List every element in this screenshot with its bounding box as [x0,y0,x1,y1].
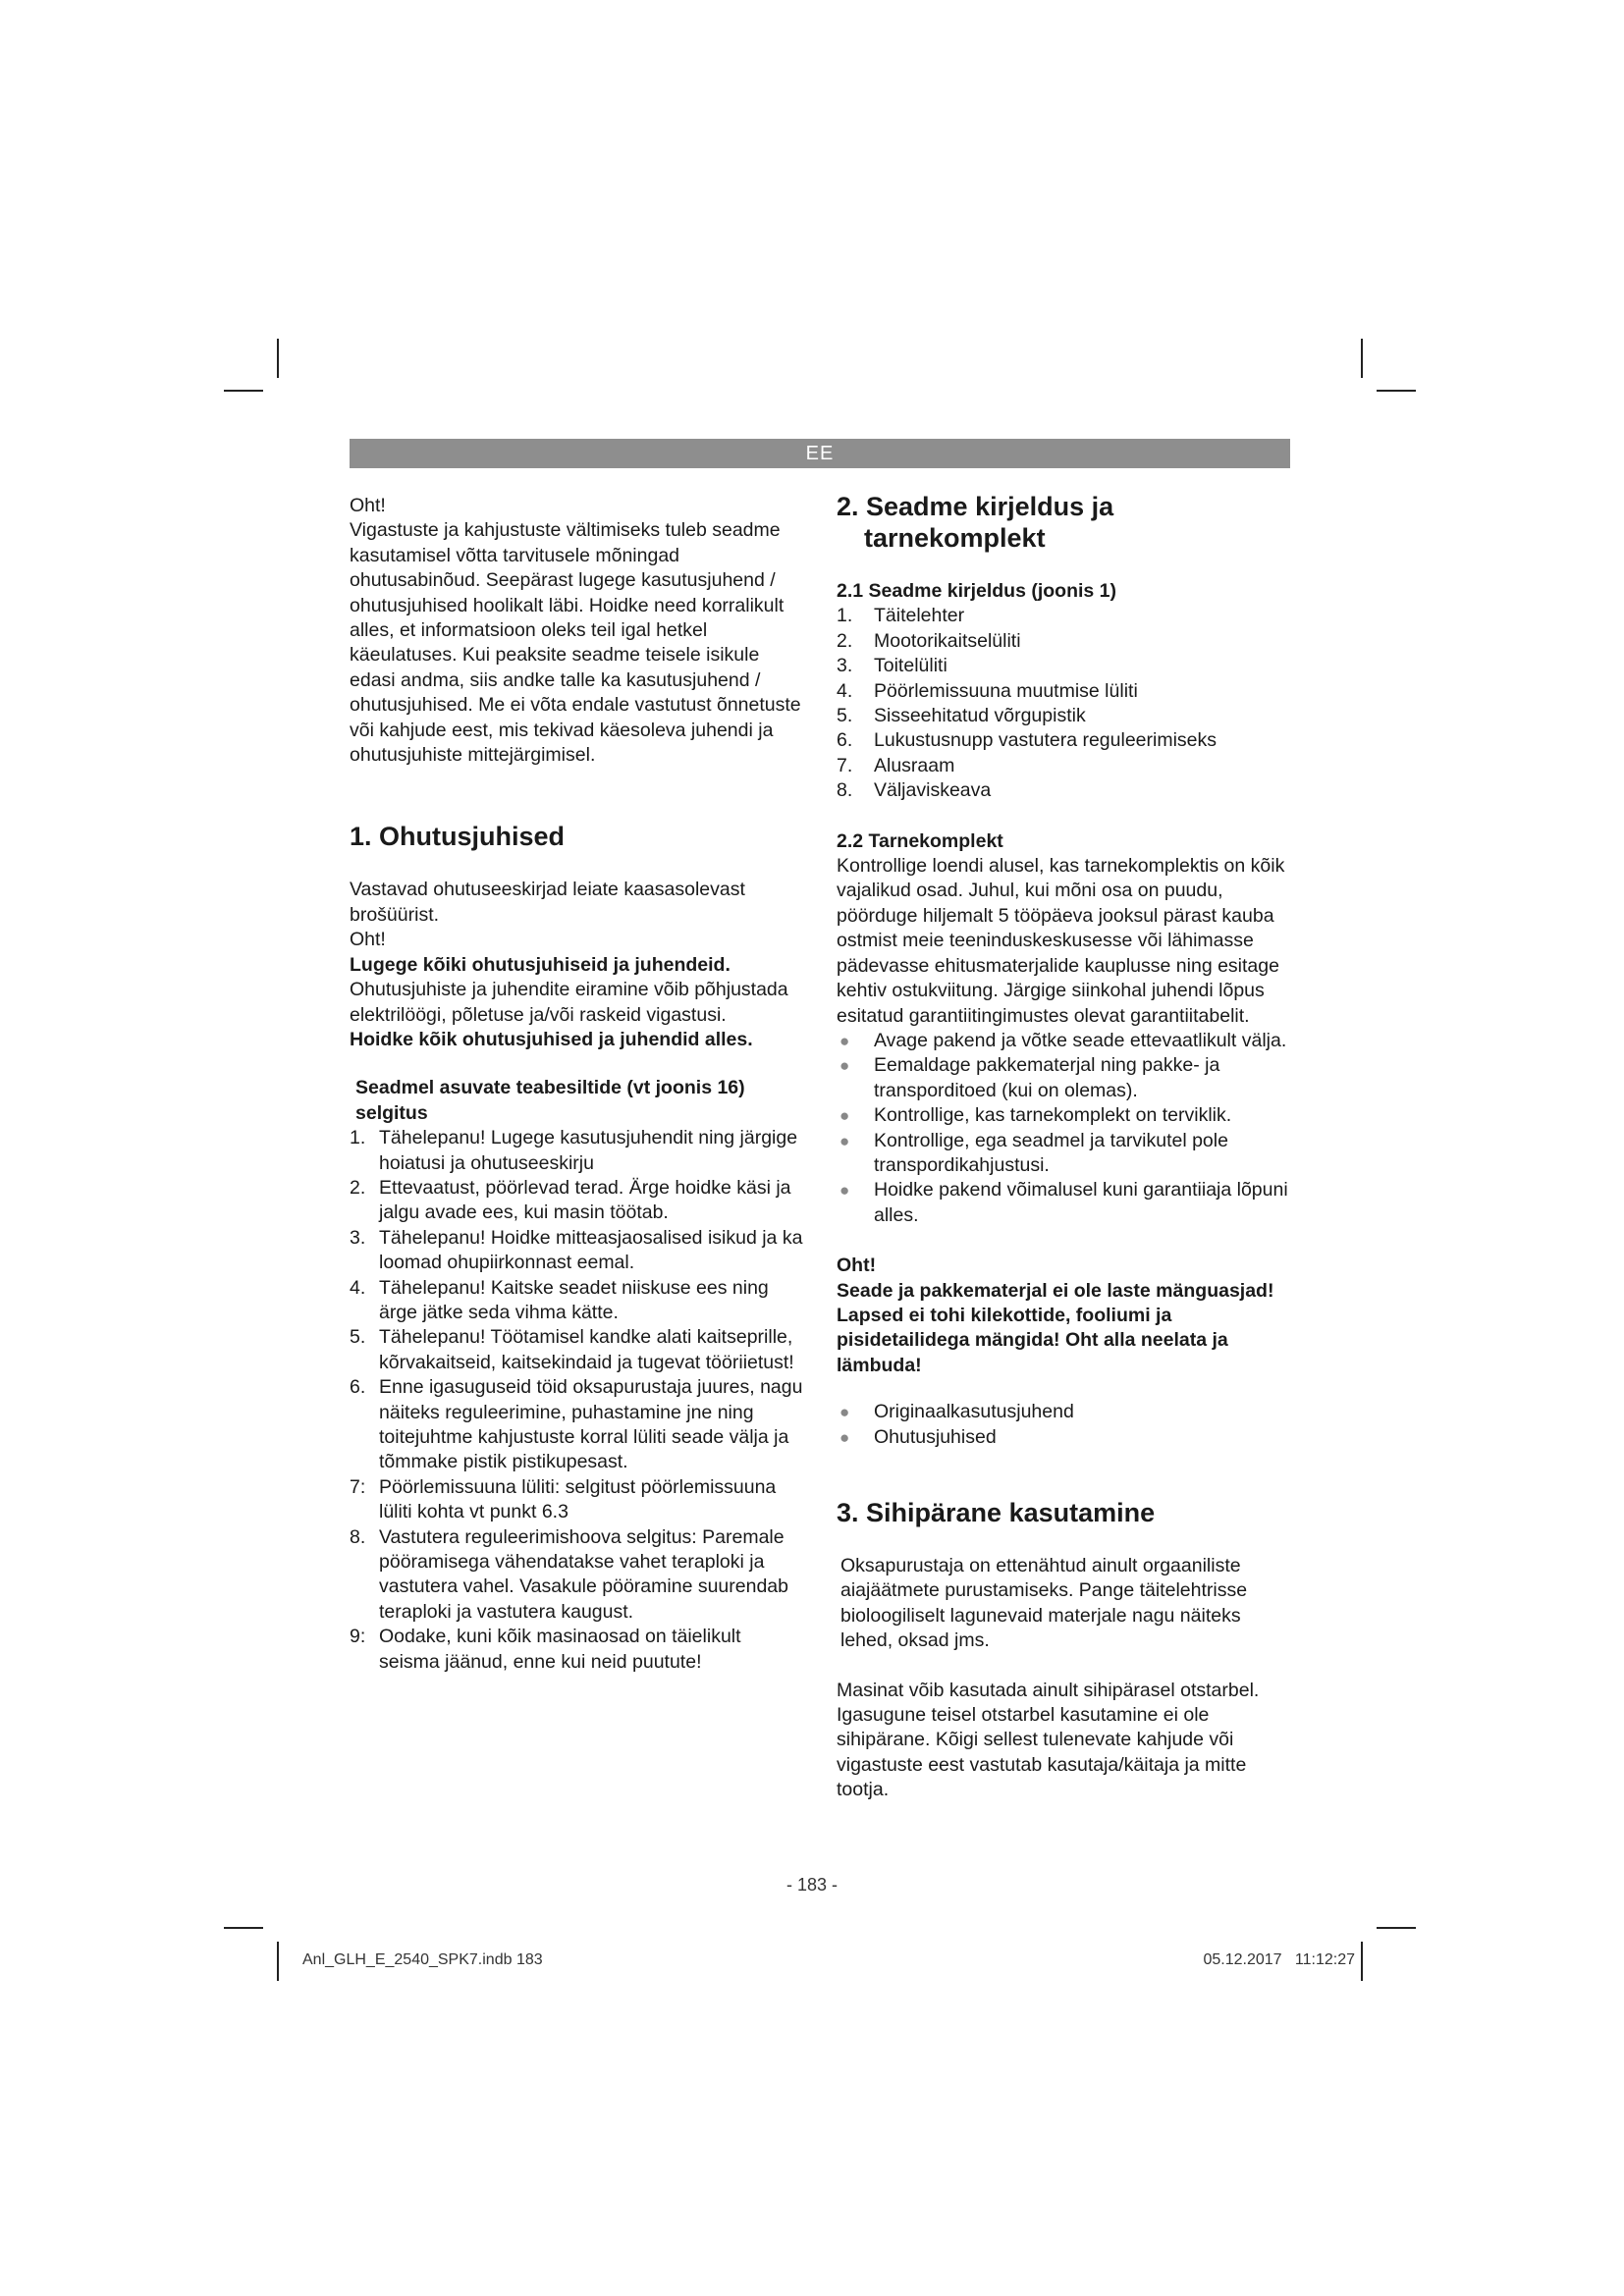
list-item: 6. Enne igasuguseid töid oksapurustaja juures, nagu näiteks reguleerimine, puhastamine jne ning toitejuhtme kahjustuste korral lüliti seade välja ja tõmmake pistik pistikupesast. [350,1376,803,1473]
list-item: ● Eemaldage pakkematerjal ning pakke- ja transporditoed (kui on olemas). [839,1054,1220,1101]
list-item: ● Kontrollige, kas tarnekomplekt on terviklik. [837,1103,1290,1128]
list-item: 9: Oodake, kuni kõik masinaosad on täielikult seisma jäänud, enne kui neid puutute! [350,1626,741,1673]
crop-mark [224,390,263,392]
list-item: ● Kontrollige, ega seadmel ja tarvikutel pole transpordikahjustusi. [839,1129,1228,1176]
subsection-2-1-title: 2.1 Seadme kirjeldus (joonis 1) [837,580,1117,602]
bullet-icon: ● [839,1427,850,1447]
subsection-2-2-text: Kontrollige loendi alusel, kas tarnekomplektis on kõik vajalikud osad. Juhul, kui mõni osa on puudu, pöörduge hiljemalt 5 tööpäeva jooksul pärast kauba ostmist meie teeninduskeskusesse või lähimasse pädevasse ehitusmaterjalide kauplusse ning esitage kehtiv ostukviitung. Järgige siinkohal juhendi lõpus esitatud garantiitingimustes olevat garantiitabelit. [837,855,1285,1027]
list-item: 2. Mootorikaitselüliti [837,629,1021,652]
page-number: - 183 - [785,1875,839,1895]
list-item: ● Ohutusjuhised [837,1425,1290,1450]
list-item: 4. Pöörlemissuuna muutmise lüliti [837,679,1138,702]
list-item: 5. Tähelepanu! Töötamisel kandke alati kaitseprille, kõrvakaitseid, kaitsekindaid ja tugevat tööriietust! [350,1326,794,1373]
labels-title: Seadmel asuvate teabesiltide (vt joonis 16) selgitus [355,1077,745,1124]
section-1-intro: Vastavad ohutuseeskirjad leiate kaasasolevast brošüürist. [350,879,745,926]
section-3-paragraph: Masinat võib kasutada ainult sihipärasel otstarbel. Igasugune teisel otstarbel kasutamine ei ole sihipärane. Kõigi sellest tulenevate kahjude või vigastuste eest vastutab kasutaja/käitaja ja mitte tootja. [837,1679,1260,1801]
language-header-bar: EE [350,439,1290,468]
section-2-title: 2. Seadme kirjeldus ja tarnekomplekt [837,492,1114,553]
list-item: 4. Tähelepanu! Kaitske seadet niiskuse ees ning ärge jätke seda vihma kätte. [350,1276,769,1323]
steps-list [837,1029,1290,1228]
crop-mark [277,1942,279,1981]
list-item: 5. Sisseehitatud võrgupistik [837,705,1086,727]
warning-title: Oht! [350,495,386,516]
bullet-icon: ● [839,1031,850,1050]
crop-mark [277,339,279,378]
labels-list [350,1126,803,1675]
bullet-icon: ● [839,1403,850,1422]
warning-bold-text: Hoidke kõik ohutusjuhised ja juhendid alles. [350,1028,753,1050]
list-item: 1. Täitelehter [837,605,965,627]
list-item: 7: Pöörlemissuuna lüliti: selgitust pöörlemissuuna lüliti kohta vt punkt 6.3 [350,1475,777,1523]
list-item: 8. Väljaviskeava [837,779,992,802]
list-item: ● Originaalkasutusjuhend [837,1400,1290,1424]
list-item: 1. Tähelepanu! Lugege kasutusjuhendit ning järgige hoiatusi ja ohutuseeskirju [350,1127,798,1174]
section-3-paragraph: Oksapurustaja on ettenähtud ainult orgaaniliste aiajäätmete purustamiseks. Pange täitelehtrisse bioloogiliselt lagunevaid materjale nagu näiteks lehed, oksad jms. [840,1555,1248,1652]
bullet-icon: ● [839,1131,850,1150]
warning-text: Vigastuste ja kahjustuste vältimiseks tuleb seadme kasutamisel võtta tarvitusele mõningad ohutusabinõud. Seepärast lugege kasutusjuhend / ohutusjuhised hoolikalt läbi. Hoidke need korralikult alles, et informatsioon oleks teil igal hetkel käeulatuses. Kui peaksite seadme teisele isikule edasi andma, siis andke talle ka kasutusjuhend / ohutusjuhised. Me ei võta endale vastutust õnnetuste või kahjude eest, mis tekivad käesoleva juhendi ja ohutusjuhiste mittejärgimisel. [350,519,801,767]
warning-title: Oht! [350,929,386,951]
list-item: 7. Alusraam [837,754,955,776]
list-item: ● Avage pakend ja võtke seade ettevaatlikult välja. [837,1029,1290,1053]
right-column [837,491,1290,1803]
documents-list [837,1400,1290,1450]
bullet-icon: ● [839,1181,850,1201]
footer-file-name: Anl_GLH_E_2540_SPK7.indb 183 [302,1951,543,1968]
list-item: 2. Ettevaatust, pöörlevad terad. Ärge hoidke käsi ja jalgu avade ees, kui masin töötab. [350,1176,791,1224]
warning-bold-text: Lugege kõiki ohutusjuhiseid ja juhendeid. [350,953,731,976]
crop-mark [1377,1927,1416,1929]
list-item: ● Hoidke pakend võimalusel kuni garantiiaja lõpuni alles. [839,1179,1288,1226]
bullet-icon: ● [839,1056,850,1076]
crop-mark [224,1927,263,1929]
footer-datetime: 05.12.2017 11:12:27 [1203,1951,1355,1968]
bullet-icon: ● [839,1106,850,1126]
crop-mark [1377,390,1416,392]
left-column [350,494,803,1675]
list-item: 8. Vastutera reguleerimishoova selgitus: Paremale pööramisega vähendatakse vahet teraploki ja vastutera vahel. Vasakule pööramine suurendab teraploki ja vastutera kaugust. [350,1525,788,1623]
warning-bold-text: Seade ja pakkematerjal ei ole laste mänguasjad! Lapsed ei tohi kilekottide, fooliumi ja pisidetailidega mängida! Oht alla neelata ja lämbuda! [837,1279,1274,1376]
list-item: 6. Lukustusnupp vastutera reguleerimiseks [837,729,1218,752]
list-item: 3. Tähelepanu! Hoidke mitteasjaosalised isikud ja ka loomad ohupiirkonnast eemal. [350,1226,803,1274]
crop-mark [1361,339,1363,378]
subsection-2-2-title: 2.2 Tarnekomplekt [837,829,1003,852]
warning-text: Ohutusjuhiste ja juhendite eiramine võib põhjustada elektrilöögi, põletuse ja/või raskeid vigastusi. [350,979,788,1026]
crop-mark [1361,1942,1363,1981]
section-3-title: 3. Sihipärane kasutamine [837,1498,1156,1527]
warning-title: Oht! [837,1255,877,1277]
section-1-title: 1. Ohutusjuhised [350,822,566,852]
list-item: 3. Toitelüliti [837,655,947,677]
parts-list [837,604,1290,803]
